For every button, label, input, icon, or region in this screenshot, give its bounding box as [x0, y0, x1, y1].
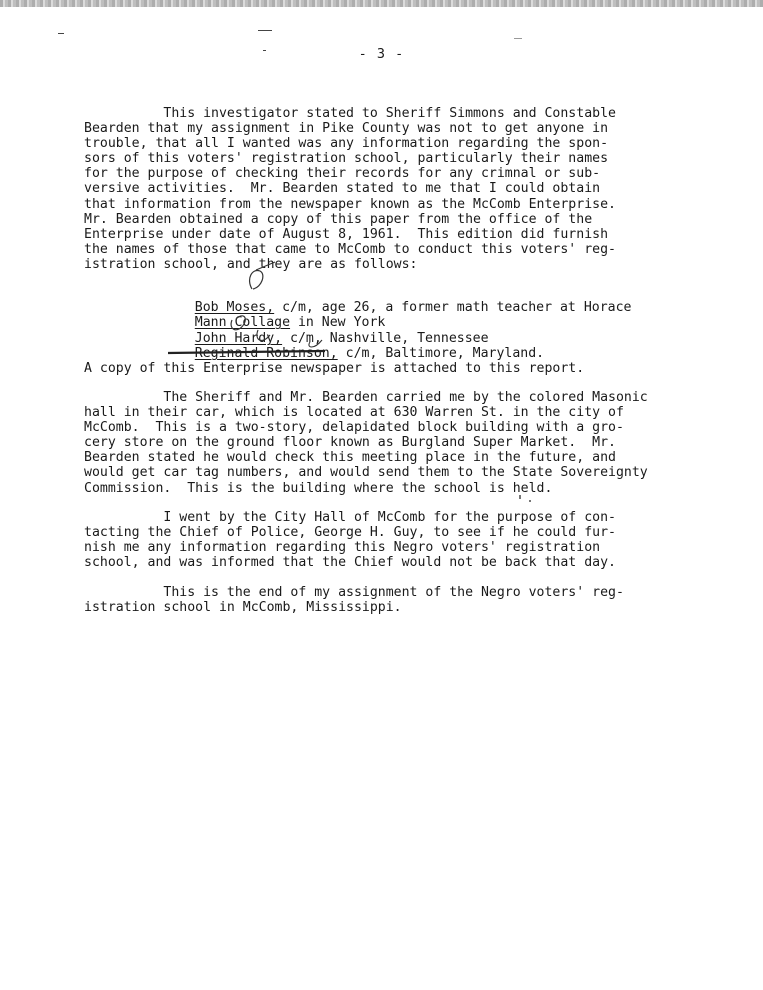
- name-john-hardy: John Hardy,: [194, 331, 283, 347]
- paragraph-assignment: This investigator stated to Sheriff Simmons and Constable Bearden that my assignment in Pike County was not to get anyone in trouble, that all I wanted was any information regarding the spon- sors of this voters' registration school, particularly their names for the purpose of checking their records for any crimnal or sub- versive activities. Mr. Bearden stated to me that I could obtain that information from the newspaper known as the McComb Enterprise. Mr. Bearden obtained a copy of this paper from the office of the Enterprise under date of August 8, 1961. This edition did furnish the names of those that came to McComb to conduct this voters' reg- istration school, and they are as follows:: [84, 106, 616, 272]
- mann-description: in New York: [290, 315, 386, 331]
- moses-description: c/m, age 26, a former math teacher at Horace: [274, 300, 632, 316]
- name-bob-moses: Bob Moses,: [194, 300, 275, 316]
- page-number: - 3 -: [358, 46, 405, 62]
- paragraph-masonic-hall: The Sheriff and Mr. Bearden carried me by the colored Masonic hall in their car, which is located at 630 Warren St. in the city of McComb. This is a two-story, delapidated block building with a gro- cery store on the ground floor known as Burgland Super Market. Mr. Bearden stated he would check this meeting place in the future, and would get car tag numbers, and would send them to the State Sovereignty Commission. This is the building where the school is held.: [84, 390, 648, 496]
- copy-note: A copy of this Enterprise newspaper is attached to this report.: [84, 361, 585, 376]
- paragraph-city-hall: I went by the City Hall of McComb for the purpose of con- tacting the Chief of Police, George H. Guy, to see if he could fur- nish me any information regarding this Negro voters' registration school, and was informed that the Chief would not be back that day.: [84, 510, 616, 571]
- name-reginald-robinson: Reginald Robinson,: [194, 346, 338, 362]
- name-mann-college: Mann Collage: [194, 315, 291, 331]
- scan-speck: [529, 500, 531, 502]
- handwritten-annotation-marks: [0, 0, 763, 400]
- robinson-description: c/m, Baltimore, Maryland.: [337, 346, 545, 362]
- hardy-description: c/m, Nashville, Tennessee: [282, 331, 489, 347]
- paragraph-end-of-assignment: This is the end of my assignment of the Negro voters' reg- istration school in McComb, Mississippi.: [84, 585, 624, 616]
